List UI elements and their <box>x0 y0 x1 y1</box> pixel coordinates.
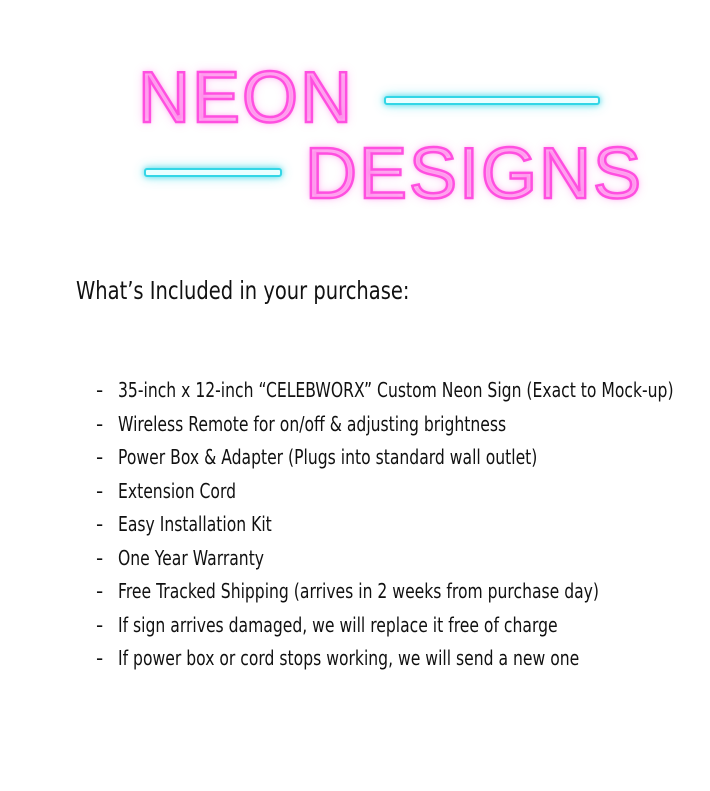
included-heading: What’s Included in your purchase: <box>76 276 410 305</box>
list-item-text: One Year Warranty <box>118 545 265 570</box>
list-item <box>96 542 710 576</box>
logo-neon-bar-top <box>384 96 600 105</box>
logo-word-neon: NEON <box>138 58 355 138</box>
list-item <box>96 508 710 542</box>
bullet-dash: - <box>96 612 104 637</box>
list-item <box>96 575 710 609</box>
list-item <box>96 475 710 509</box>
bullet-dash: - <box>96 411 104 436</box>
list-item-text: Free Tracked Shipping (arrives in 2 weeks from purchase day) <box>118 579 600 603</box>
list-item <box>96 609 710 643</box>
bullet-dash: - <box>96 545 104 570</box>
bullet-dash: - <box>96 646 104 670</box>
bullet-dash: - <box>96 512 104 536</box>
list-item <box>96 408 710 442</box>
included-items-list <box>96 374 710 676</box>
list-item <box>96 374 710 408</box>
list-item-text: If sign arrives damaged, we will replace it free of charge <box>118 612 558 637</box>
list-item-text: 35-inch x 12-inch “CELEBWORX” Custom Neon Sign (Exact to Mock-up) <box>118 378 674 402</box>
bullet-dash: - <box>96 579 104 603</box>
list-item <box>96 642 710 676</box>
list-item-text: Power Box & Adapter (Plugs into standard wall outlet) <box>118 445 538 469</box>
bullet-dash: - <box>96 378 104 402</box>
list-item-text: Easy Installation Kit <box>118 512 272 536</box>
list-item-text: Extension Cord <box>118 478 237 503</box>
neon-designs-logo <box>0 0 710 230</box>
bullet-dash: - <box>96 445 104 469</box>
list-item-text: Wireless Remote for on/off & adjusting brightness <box>118 411 507 436</box>
list-item <box>96 441 710 475</box>
list-item-text: If power box or cord stops working, we will send a new one <box>118 646 580 670</box>
logo-word-designs: DESIGNS <box>305 134 644 214</box>
bullet-dash: - <box>96 478 104 503</box>
logo-neon-bar-bottom <box>144 168 282 177</box>
